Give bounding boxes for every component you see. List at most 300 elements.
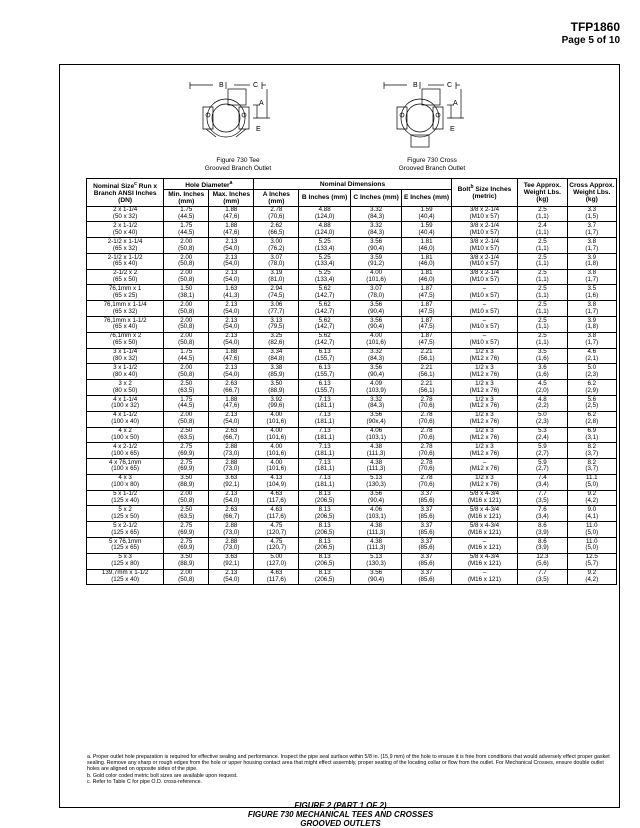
cell-dim-c-metric: (84,3) [368, 402, 385, 410]
cell-size-primary: 76,1mm x 1 [108, 285, 142, 293]
cell-dim-a-primary: 3.92 [270, 395, 283, 403]
page-header [562, 20, 620, 46]
cell-dim-e-metric: (85,6) [418, 497, 435, 505]
cell-hole-min-metric: (50,8) [178, 339, 195, 347]
cell-bolt-metric: (M12 x 76) [469, 370, 500, 378]
cell-size-metric: (65 x 40) [112, 323, 138, 331]
table-row [87, 238, 617, 254]
table-row [87, 553, 617, 569]
cell-hole-min [164, 317, 209, 333]
cell-bolt [451, 537, 518, 553]
cell-cross-weight-metric: (2,9) [585, 386, 599, 394]
cell-hole-max-primary: 2.88 [225, 521, 238, 529]
cell-tee-weight-metric: (3,5) [536, 497, 549, 505]
cell-dim-b [299, 474, 350, 490]
cell-dim-c-metric: (90x,4) [366, 418, 386, 426]
cell-dim-b-primary: 5.25 [318, 269, 331, 277]
cell-dim-a-primary: 4.63 [270, 569, 283, 577]
cell-dim-a [254, 459, 299, 475]
cell-dim-a [254, 206, 299, 222]
cell-dim-a-primary: 4.00 [270, 411, 283, 419]
cell-dim-c-metric: (103,1) [366, 512, 386, 520]
cell-dim-e-primary: 3.37 [420, 537, 433, 545]
header-a: A Inches (mm) [254, 190, 299, 206]
cell-dim-c-metric: (90,4) [368, 497, 385, 505]
cell-dim-b-metric: (155,7) [314, 370, 335, 378]
cell-tee-weight-primary: 4.8 [538, 395, 547, 403]
cell-hole-max-metric: (66,7) [223, 512, 240, 520]
cell-dim-a [254, 364, 299, 380]
cell-tee-weight [518, 285, 567, 301]
cell-tee-weight [518, 364, 567, 380]
table-row [87, 253, 617, 269]
cell-cross-weight-metric: (5,0) [585, 528, 599, 536]
header-bolt-sub: Size Inches (metric) [472, 186, 512, 201]
cell-bolt-primary: 3/8 x 2-1/4 [469, 221, 500, 229]
cell-cross-weight-primary: 9.2 [587, 490, 597, 498]
cell-bolt [451, 553, 518, 569]
cell-hole-max-metric: (47,6) [223, 402, 240, 410]
cell-dim-a-primary: 5.00 [270, 553, 283, 561]
cell-dim-e-primary: 2.78 [420, 427, 433, 435]
cell-dim-a [254, 427, 299, 443]
cell-hole-max [209, 253, 254, 269]
cell-size-metric: (100 x 32) [111, 402, 140, 410]
table-header-row [87, 179, 617, 190]
cell-dim-a [254, 553, 299, 569]
cell-dim-b-metric: (142,7) [314, 323, 335, 331]
cell-dim-a [254, 317, 299, 333]
cell-hole-max-primary: 1.88 [225, 206, 238, 214]
cell-dim-b [299, 490, 350, 506]
cell-tee-weight-primary: 4.5 [538, 379, 547, 387]
cell-tee-weight-metric: (3,4) [536, 481, 549, 489]
cell-tee-weight-primary: 7.7 [538, 569, 547, 577]
cell-size-metric: (100 x 40) [111, 418, 140, 426]
table-row [87, 285, 617, 301]
cell-hole-max-primary: 2.13 [225, 490, 238, 498]
cell-dim-c [350, 238, 401, 254]
cell-dim-e-primary: 1.81 [420, 269, 433, 277]
cell-tee-weight-primary: 2.5 [538, 253, 547, 261]
cell-dim-b [299, 348, 350, 364]
cell-size [87, 238, 164, 254]
cell-dim-e [402, 380, 451, 396]
cell-hole-max-primary: 2.63 [225, 427, 238, 435]
table-row [87, 380, 617, 396]
cell-tee-weight-primary: 5.9 [538, 458, 547, 466]
cell-hole-max-metric: (73,0) [223, 465, 240, 473]
cell-cross-weight-metric: (5,0) [585, 544, 599, 552]
cell-bolt-metric: (M12 x 76) [469, 481, 500, 489]
footnote-a: a. Proper outlet hole preparation is required for effective sealing and performance. Inspect the pipe seal surface within 5/8 in. (15,9 mm) of the hole to ensure it is free from conditions that would adversely effect proper gasket sealing. Remove any sharp or rough edges from the hole or upper housing contact area that might effect assembly, proper seating of the locating collar or flow from the outlet. For Mechanical Crosses, ensure double outlet holes are aligned on opposite sides of the pipe. [87, 754, 610, 773]
cell-tee-weight-metric: (1,6) [536, 354, 549, 362]
cell-hole-max [209, 569, 254, 585]
cell-bolt-primary: 5/8 x 4-3/4 [469, 506, 500, 513]
cell-cross-weight-metric: (3,1) [585, 433, 599, 441]
cell-size-primary: 4 x 76,1mm [108, 458, 142, 466]
cell-hole-min-metric: (88,9) [178, 481, 195, 489]
cell-bolt-metric: (M12 x 76) [469, 433, 500, 441]
cell-tee-weight-metric: (2,4) [536, 433, 549, 441]
cell-dim-a-metric: (84,8) [268, 354, 285, 362]
cell-hole-min-primary: 2.00 [180, 490, 193, 498]
cell-hole-max-metric: (66,7) [223, 386, 240, 394]
cell-size-primary: 2 x 1-1/4 [113, 206, 138, 214]
cell-dim-e-primary: 1.81 [420, 237, 433, 245]
cell-dim-b-primary: 8.13 [318, 553, 331, 561]
cell-tee-weight-metric: (3,4) [536, 512, 549, 520]
cell-hole-min [164, 364, 209, 380]
cell-dim-b-primary: 7.13 [318, 442, 331, 450]
cell-dim-c-metric: (101,6) [366, 276, 386, 284]
footnotes [87, 754, 617, 785]
cell-dim-a-primary: 4.00 [270, 427, 283, 435]
header-min: Min. Inches (mm) [164, 190, 209, 206]
cell-dim-a-primary: 2.94 [270, 285, 283, 293]
cell-size-metric: (50 x 32) [112, 212, 138, 220]
cell-bolt [451, 222, 518, 238]
cell-dim-a-metric: (101,6) [266, 465, 287, 473]
cell-hole-max-metric: (54,0) [223, 575, 240, 583]
cell-dim-c-primary: 3.32 [370, 206, 383, 214]
cell-cross-weight-primary: 3.8 [587, 237, 597, 245]
cell-dim-a-metric: (82,6) [268, 339, 285, 347]
cell-dim-b-metric: (142,7) [314, 291, 335, 299]
cell-size-primary: 2-1/2 x 2 [113, 269, 138, 277]
table-row [87, 411, 617, 427]
cell-dim-c-primary: 4.00 [370, 332, 383, 340]
cell-dim-b-primary: 4.88 [318, 221, 331, 229]
table-row [87, 317, 617, 333]
cell-cross-weight-primary: 11.0 [585, 537, 598, 545]
cell-cross-weight-metric: (1,8) [585, 260, 599, 268]
cell-cross-weight-primary: 6.2 [587, 379, 597, 387]
cell-dim-e-metric: (47,5) [418, 291, 435, 299]
cell-tee-weight-metric: (1,1) [536, 339, 549, 347]
cell-hole-max-primary: 2.13 [225, 237, 238, 245]
cell-tee-weight [518, 459, 567, 475]
cell-size-primary: 4 x 1-1/2 [113, 411, 138, 419]
cell-tee-weight-metric: (3,5) [536, 575, 549, 583]
cell-hole-min [164, 474, 209, 490]
cell-cross-weight-metric: (2,3) [585, 370, 599, 378]
cell-hole-max [209, 285, 254, 301]
cell-hole-min-metric: (88,9) [178, 560, 195, 568]
figure-cross-caption-line1: Figure 730 Cross [407, 157, 457, 164]
cell-dim-a-primary: 4.13 [270, 474, 283, 482]
cell-cross-weight-primary: 11.0 [585, 521, 598, 529]
cell-dim-b [299, 395, 350, 411]
cell-dim-c-metric: (84,3) [368, 354, 385, 362]
cell-dim-e-primary: 2.78 [420, 395, 433, 403]
cell-bolt-metric: (M12 x 76) [469, 354, 500, 362]
cell-bolt [451, 317, 518, 333]
cell-tee-weight-metric: (1,1) [536, 307, 549, 315]
cell-hole-max-primary: 2.13 [225, 316, 238, 324]
header-b: B Inches (mm) [299, 190, 350, 206]
cell-dim-e-primary: 3.37 [420, 490, 433, 498]
cell-tee-weight-primary: 12.3 [536, 553, 549, 561]
cell-dim-e-primary: 3.37 [420, 569, 433, 577]
cell-bolt-metric: (M10 x 57) [469, 339, 500, 347]
table-row [87, 332, 617, 348]
cell-size-metric: (65 x 50) [112, 339, 138, 347]
cell-dim-e-primary: 2.78 [420, 474, 433, 482]
cell-size-metric: (65 x 50) [112, 276, 138, 284]
cell-dim-a-metric: (120,7) [266, 528, 287, 536]
cell-bolt-primary: 1/2 x 3 [475, 442, 494, 450]
cell-cross-weight-metric: (2,5) [585, 402, 599, 410]
dim-label-c: C [253, 82, 259, 89]
cell-dim-e-metric: (70,6) [418, 418, 435, 426]
cell-dim-a [254, 238, 299, 254]
cell-size [87, 443, 164, 459]
cell-tee-weight [518, 490, 567, 506]
cell-dim-c-primary: 3.56 [370, 411, 383, 419]
cell-hole-max [209, 238, 254, 254]
cell-dim-a-metric: (104,9) [266, 481, 287, 489]
cell-dim-e-metric: (47,5) [418, 323, 435, 331]
cell-dim-b [299, 317, 350, 333]
cell-dim-e-metric: (85,6) [418, 544, 435, 552]
table-body [87, 206, 617, 585]
cell-tee-weight-primary: 8.6 [538, 537, 547, 545]
cell-dim-b-primary: 6.13 [318, 348, 331, 356]
cell-bolt [451, 443, 518, 459]
cell-dim-e [402, 522, 451, 538]
cell-bolt-primary: 1/2 x 3 [475, 363, 494, 371]
cell-dim-b-primary: 8.13 [318, 506, 331, 513]
cell-bolt [451, 348, 518, 364]
cell-dim-b-primary: 7.13 [318, 474, 331, 482]
cell-dim-a-metric: (117,6) [266, 497, 286, 505]
cell-dim-c [350, 537, 401, 553]
cell-bolt [451, 427, 518, 443]
cell-hole-max-metric: (47,6) [223, 228, 240, 236]
cell-cross-weight-primary: 3.8 [587, 269, 597, 277]
cell-cross-weight-primary: 4.6 [587, 348, 597, 356]
cell-dim-e-metric: (40,4) [418, 228, 435, 236]
cell-tee-weight-primary: 2.5 [538, 300, 547, 308]
cell-hole-max [209, 537, 254, 553]
cell-tee-weight [518, 206, 567, 222]
cell-tee-weight-metric: (1,1) [536, 323, 549, 331]
cell-dim-b-metric: (206,5) [314, 528, 335, 536]
cell-dim-c-metric: (84,3) [368, 212, 385, 220]
table-row [87, 301, 617, 317]
cell-dim-e-primary: 1.87 [420, 316, 433, 324]
cell-bolt-metric: (M10 x 57) [469, 244, 500, 252]
cell-hole-min-primary: 2.00 [180, 300, 193, 308]
cell-tee-weight-metric: (2,7) [536, 449, 549, 457]
cell-hole-max-primary: 2.63 [225, 379, 238, 387]
cell-size-metric: (125 x 50) [111, 512, 140, 520]
cell-hole-max-metric: (73,0) [223, 544, 240, 552]
cell-tee-weight-metric: (1,1) [536, 228, 549, 236]
cell-hole-min [164, 222, 209, 238]
cell-dim-e [402, 332, 451, 348]
cell-hole-min [164, 459, 209, 475]
cell-dim-a [254, 474, 299, 490]
cell-dim-c-primary: 3.56 [370, 300, 383, 308]
cell-dim-c-primary: 3.32 [370, 221, 383, 229]
cell-dim-b [299, 285, 350, 301]
cell-hole-max-metric: (92,1) [223, 481, 240, 489]
cell-dim-c [350, 269, 401, 285]
cell-dim-c [350, 443, 401, 459]
cell-dim-c [350, 490, 401, 506]
cell-dim-b-primary: 7.13 [318, 427, 331, 435]
cell-dim-e [402, 459, 451, 475]
cell-size-metric: (80 x 40) [112, 370, 138, 378]
cell-cross-weight-metric: (3,7) [585, 449, 599, 457]
cell-bolt [451, 285, 518, 301]
cell-bolt-primary: 1/2 x 3 [475, 348, 494, 356]
cell-dim-c-metric: (90,4) [368, 575, 385, 583]
cell-dim-a-primary: 4.00 [270, 458, 283, 466]
cell-dim-b [299, 411, 350, 427]
cell-tee-weight-metric: (1,1) [536, 244, 549, 252]
cell-size [87, 285, 164, 301]
cell-dim-e-metric: (85,6) [418, 560, 435, 568]
cell-hole-min-metric: (50,8) [178, 575, 195, 583]
cell-tee-weight-metric: (1,1) [536, 260, 549, 268]
cell-bolt-primary: – [482, 569, 487, 577]
cell-bolt [451, 395, 518, 411]
cell-tee-weight-primary: 2.5 [538, 316, 547, 324]
cell-tee-weight-primary: 2.5 [538, 206, 547, 214]
cell-dim-e [402, 395, 451, 411]
cell-cross-weight-primary: 3.5 [587, 285, 597, 293]
cell-dim-b-metric: (206,5) [314, 544, 335, 552]
cell-dim-a-metric: (78,0) [268, 260, 285, 268]
cell-dim-e [402, 364, 451, 380]
cell-hole-min [164, 522, 209, 538]
cell-dim-a-metric: (74,5) [268, 291, 285, 299]
table-row [87, 537, 617, 553]
cell-size-primary: 76,1mm x 1-1/4 [103, 300, 147, 308]
cell-size [87, 301, 164, 317]
cell-hole-max [209, 348, 254, 364]
cell-dim-c [350, 222, 401, 238]
cell-tee-weight-metric: (3,9) [536, 544, 549, 552]
cell-dim-b [299, 569, 350, 585]
cell-bolt-primary: 3/8 x 2-1/4 [469, 206, 500, 214]
page-number: Page 5 of 10 [561, 35, 620, 46]
cell-dim-b [299, 238, 350, 254]
cell-tee-weight [518, 332, 567, 348]
cell-dim-b-metric: (181,1) [314, 402, 335, 410]
cell-tee-weight-metric: (1,1) [536, 291, 549, 299]
cell-hole-max [209, 506, 254, 522]
cell-hole-max [209, 269, 254, 285]
cell-cross-weight [567, 348, 616, 364]
table-row [87, 474, 617, 490]
cell-tee-weight-primary: 5.3 [538, 427, 547, 435]
cell-tee-weight [518, 380, 567, 396]
table-row [87, 395, 617, 411]
cell-dim-e-primary: 1.59 [420, 206, 433, 214]
cell-dim-e-metric: (70,6) [418, 402, 435, 410]
cell-dim-e-metric: (40,4) [418, 212, 435, 220]
cell-hole-min-primary: 3.50 [180, 553, 193, 561]
cell-dim-c-primary: 5.13 [370, 474, 383, 482]
cell-dim-e-primary: 3.37 [420, 506, 433, 513]
figure-tee-caption-line1: Figure 730 Tee [216, 157, 260, 164]
cell-dim-c-primary: 4.38 [370, 521, 383, 529]
cell-hole-max [209, 490, 254, 506]
cell-dim-e [402, 269, 451, 285]
cell-tee-weight-metric: (5,6) [536, 560, 549, 568]
cell-dim-b [299, 332, 350, 348]
cell-hole-min-primary: 1.75 [180, 206, 193, 214]
cell-hole-min [164, 253, 209, 269]
cell-dim-a-metric: (79,5) [268, 323, 285, 331]
cell-dim-c-primary: 3.56 [370, 363, 383, 371]
cell-dim-a [254, 537, 299, 553]
cell-dim-c [350, 364, 401, 380]
cell-dim-c-primary: 3.32 [370, 348, 383, 356]
cell-dim-e-metric: (70,6) [418, 433, 435, 441]
cell-hole-max-primary: 1.88 [225, 221, 238, 229]
cell-bolt-metric: (M10 x 57) [469, 212, 500, 220]
cell-hole-min-metric: (50,8) [178, 323, 195, 331]
cell-dim-b-metric: (133,4) [314, 260, 335, 268]
cell-size [87, 411, 164, 427]
cell-dim-b-metric: (181,1) [314, 433, 335, 441]
cell-size-primary: 2-1/2 x 1-1/4 [107, 237, 143, 245]
cell-dim-e-metric: (56,1) [418, 386, 435, 394]
cell-cross-weight [567, 285, 616, 301]
cell-hole-max-metric: (54,0) [223, 276, 240, 284]
cell-size-metric: (125 x 40) [111, 575, 140, 583]
cell-dim-b-primary: 5.62 [318, 300, 331, 308]
cell-dim-e [402, 506, 451, 522]
cell-dim-e-metric: (46,0) [418, 276, 435, 284]
cell-dim-e-metric: (46,0) [418, 244, 435, 252]
cell-hole-max-primary: 2.13 [225, 569, 238, 577]
figure-tee [178, 69, 298, 173]
cell-hole-min-primary: 2.50 [180, 506, 193, 513]
cell-tee-weight-primary: 7.7 [538, 490, 547, 498]
cell-hole-min-primary: 2.00 [180, 316, 193, 324]
header-nominal-size [87, 179, 164, 207]
cell-bolt-primary: 5/8 x 4-3/4 [469, 553, 500, 561]
figure-cross-caption [372, 157, 492, 173]
cell-bolt [451, 238, 518, 254]
header-hole-diameter-label: Hole Diameter [185, 181, 230, 189]
cell-dim-e-metric: (70,6) [418, 465, 435, 473]
cell-cross-weight-metric: (1,7) [585, 307, 599, 315]
cell-dim-c [350, 459, 401, 475]
cell-dim-e-primary: 2.21 [420, 379, 433, 387]
cell-dim-a [254, 490, 299, 506]
cell-cross-weight [567, 364, 616, 380]
cell-tee-weight [518, 238, 567, 254]
cell-hole-min [164, 206, 209, 222]
cell-tee-weight [518, 427, 567, 443]
cell-hole-max [209, 411, 254, 427]
cell-dim-e [402, 222, 451, 238]
dim-label-e: E [256, 126, 261, 133]
cell-hole-min-metric: (50,8) [178, 370, 195, 378]
cell-dim-b-metric: (206,5) [314, 575, 335, 583]
cell-dim-c [350, 553, 401, 569]
cell-dim-b-primary: 7.13 [318, 395, 331, 403]
cell-dim-a-metric: (88,9) [268, 386, 285, 394]
cell-tee-weight [518, 553, 567, 569]
